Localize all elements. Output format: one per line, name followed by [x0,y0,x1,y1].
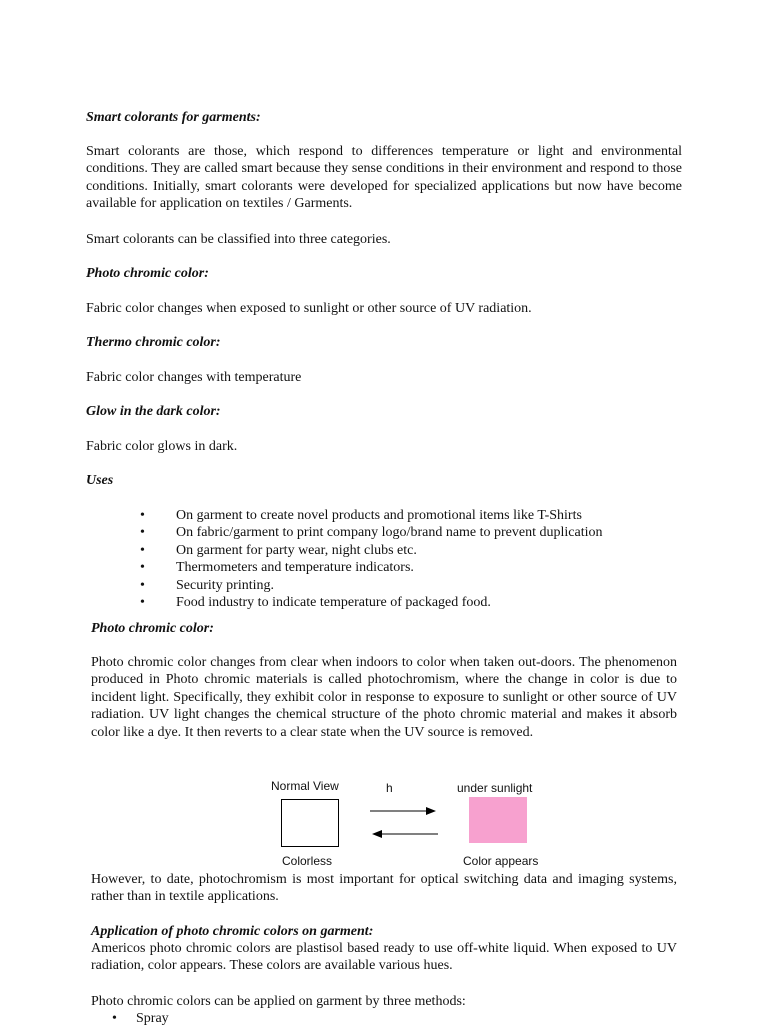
intro-paragraph: Smart colorants are those, which respond to differences temperature or light and environmental conditions. They are called smart because they sense conditions in their environment and respond to those conditions. Initially, smart colorants were developed for specialized applications but now have become available for application on textiles / Garments. [86,144,682,212]
reversible-arrows [366,802,442,842]
however-paragraph: However, to date, photochromism is most important for optical switching data and imaging systems, rather than in textile applications. [91,872,677,905]
colorless-label: Colorless [282,854,333,868]
methods-text: Photo chromic colors can be applied on garment by three methods: [91,994,466,1009]
photochromic-heading: Photo chromic color: [86,266,209,281]
color-appears-label: Color appears [463,854,539,868]
uses-list [140,507,700,611]
colorless-box [281,799,339,847]
list-item: • On garment to create novel products and promotional items like T-Shirts [140,507,700,524]
left-arrow-icon [372,830,382,838]
photochromic-text: Fabric color changes when exposed to sunlight or other source of UV radiation. [86,301,532,316]
normal-view-label: Normal View [271,779,339,793]
application-paragraph: Americos photo chromic colors are plastisol based ready to use off-white liquid. When exposed to UV radiation, color appears. These colors are available various hues. [91,941,677,974]
main-heading: Smart colorants for garments: [86,110,261,125]
methods-list [112,1010,512,1027]
arrow-label: h [386,781,393,795]
list-item: • Food industry to indicate temperature of packaged food. [140,594,700,611]
application-heading: Application of photo chromic colors on garment: [91,924,374,939]
list-item: • Spray [112,1010,512,1027]
color-appears-box [469,797,527,843]
photochromic-paragraph: Photo chromic color changes from clear when indoors to color when taken out-doors. The phenomenon produced in Photo chromic materials is called photochromism, where the change in color is due to incident light. Specifically, they exhibit color in response to exposure to sunlight or other source of UV radiation. UV light changes the chemical structure of the photo chromic material and makes it absorb color like a dye. It then reverts to a clear state when the UV source is removed. [91,655,677,740]
thermochromic-heading: Thermo chromic color: [86,335,221,350]
photochromic-section-heading: Photo chromic color: [91,621,214,636]
uses-heading: Uses [86,473,114,488]
photochromism-diagram [262,774,552,870]
classified-text: Smart colorants can be classified into three categories. [86,232,391,247]
glow-heading: Glow in the dark color: [86,404,221,419]
thermochromic-text: Fabric color changes with temperature [86,370,302,385]
under-sunlight-label: under sunlight [457,781,533,795]
list-item: • On fabric/garment to print company logo/brand name to prevent duplication [140,524,700,541]
list-item: • Security printing. [140,577,700,594]
list-item: • Thermometers and temperature indicators. [140,559,700,576]
list-item: • On garment for party wear, night clubs etc. [140,542,700,559]
right-arrow-icon [426,807,436,815]
glow-text: Fabric color glows in dark. [86,439,238,454]
